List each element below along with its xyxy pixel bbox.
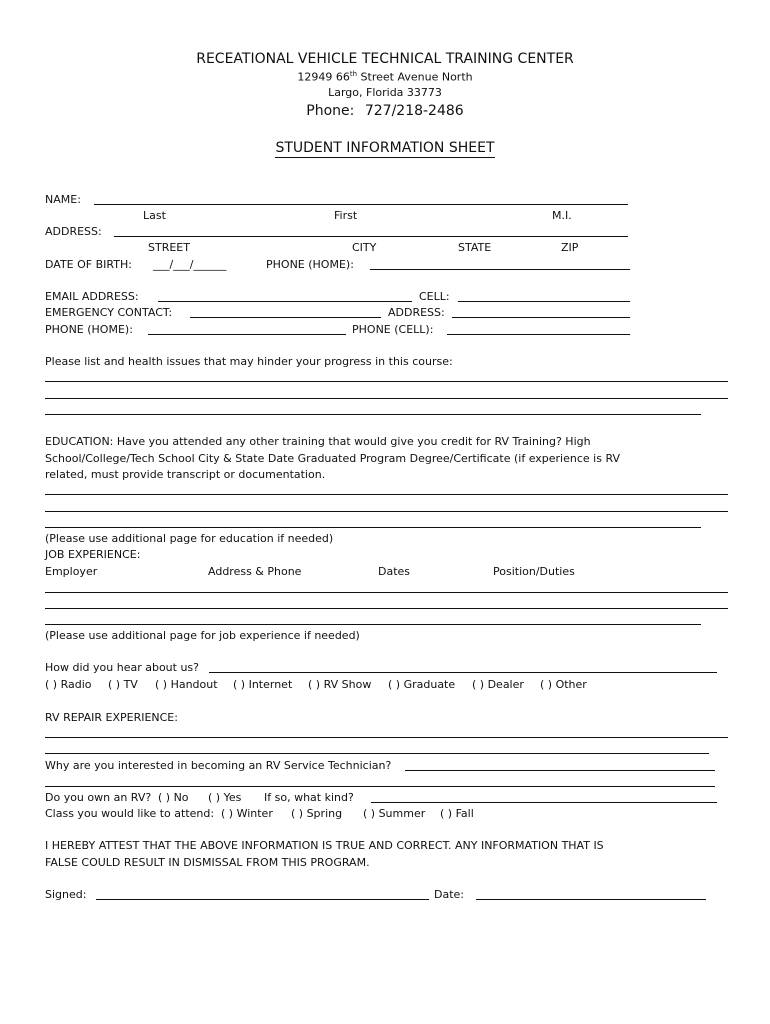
- signed-label: Signed:: [45, 888, 87, 901]
- class-option-summer[interactable]: ( ) Summer: [363, 807, 426, 820]
- addr-sub-zip: ZIP: [561, 241, 579, 254]
- attest-line-2: FALSE COULD RESULT IN DISMISSAL FROM THIS PROGRAM.: [45, 856, 370, 869]
- job-note: (Please use additional page for job experience if needed): [45, 629, 360, 642]
- phone-home2-label: PHONE (HOME):: [45, 323, 133, 336]
- health-line-1[interactable]: [45, 381, 728, 382]
- emergency-address-label: ADDRESS:: [388, 306, 445, 319]
- phone-label: Phone:: [306, 103, 355, 119]
- phone-home2-field[interactable]: [148, 334, 346, 335]
- repair-field-1[interactable]: [45, 737, 728, 738]
- hear-option-radio[interactable]: ( ) Radio: [45, 678, 92, 691]
- hear-question: How did you hear about us?: [45, 661, 199, 674]
- addr-sub-street: STREET: [148, 241, 190, 254]
- job-col-employer: Employer: [45, 565, 98, 578]
- class-option-fall[interactable]: ( ) Fall: [440, 807, 474, 820]
- health-prompt: Please list and health issues that may hinder your progress in this course:: [45, 355, 453, 368]
- date-label: Date:: [434, 888, 464, 901]
- education-field-1[interactable]: [45, 494, 728, 495]
- repair-title: RV REPAIR EXPERIENCE:: [45, 711, 178, 724]
- job-col-dates: Dates: [378, 565, 411, 578]
- dob-field[interactable]: ___/___/______: [153, 258, 227, 271]
- own-question: Do you own an RV?: [45, 791, 152, 804]
- hear-option-rvshow[interactable]: ( ) RV Show: [308, 678, 372, 691]
- emergency-label: EMERGENCY CONTACT:: [45, 306, 173, 319]
- education-line-1: EDUCATION: Have you attended any other training that would give you credit for RV Training? High: [45, 435, 591, 448]
- job-field-1[interactable]: [45, 592, 728, 593]
- cell-field[interactable]: [458, 301, 630, 302]
- address-field[interactable]: [114, 236, 628, 237]
- name-sub-first: First: [334, 209, 358, 222]
- job-col-position: Position/Duties: [493, 565, 575, 578]
- hear-option-internet[interactable]: ( ) Internet: [233, 678, 293, 691]
- phone-cell-label: PHONE (CELL):: [352, 323, 434, 336]
- hear-option-graduate[interactable]: ( ) Graduate: [388, 678, 456, 691]
- attest-line-1: I HEREBY ATTEST THAT THE ABOVE INFORMATION IS TRUE AND CORRECT. ANY INFORMATION THAT IS: [45, 839, 604, 852]
- email-label: EMAIL ADDRESS:: [45, 290, 139, 303]
- phone-home-field[interactable]: [370, 269, 630, 270]
- job-field-3[interactable]: [45, 624, 701, 625]
- job-title: JOB EXPERIENCE:: [45, 548, 141, 561]
- class-option-spring[interactable]: ( ) Spring: [291, 807, 343, 820]
- street-address: [0, 70, 770, 84]
- repair-field-2[interactable]: [45, 753, 709, 754]
- center-name: RECEATIONAL VEHICLE TECHNICAL TRAINING CENTER: [196, 51, 574, 67]
- name-sub-last: Last: [143, 209, 166, 222]
- education-note: (Please use additional page for education if needed): [45, 532, 334, 545]
- dob-label: DATE OF BIRTH:: [45, 258, 132, 271]
- sheet-title-wrap: [0, 140, 770, 156]
- own-option-no[interactable]: ( ) No: [158, 791, 189, 804]
- class-option-winter[interactable]: ( ) Winter: [221, 807, 273, 820]
- interest-field-2[interactable]: [45, 786, 715, 787]
- date-field[interactable]: [476, 899, 706, 900]
- addr-sub-city: CITY: [352, 241, 377, 254]
- hear-option-tv[interactable]: ( ) TV: [108, 678, 138, 691]
- phone-home-label: PHONE (HOME):: [266, 258, 354, 271]
- name-sub-mi: M.I.: [552, 209, 572, 222]
- health-line-2[interactable]: [45, 398, 728, 399]
- address-label: ADDRESS:: [45, 225, 102, 238]
- street-suffix: th: [349, 70, 358, 78]
- job-col-address: Address & Phone: [208, 565, 302, 578]
- name-label: NAME:: [45, 193, 81, 206]
- interest-question: Why are you interested in becoming an RV Service Technician?: [45, 759, 392, 772]
- phone-line: [0, 103, 770, 119]
- hear-option-handout[interactable]: ( ) Handout: [155, 678, 218, 691]
- hear-field[interactable]: [209, 672, 717, 673]
- signature-field[interactable]: [96, 899, 429, 900]
- health-line-3[interactable]: [45, 414, 701, 415]
- email-field[interactable]: [158, 301, 412, 302]
- phone-cell-field[interactable]: [447, 334, 630, 335]
- education-field-2[interactable]: [45, 511, 728, 512]
- own-kind-field[interactable]: [371, 802, 717, 803]
- class-label: Class you would like to attend:: [45, 807, 215, 820]
- own-option-yes[interactable]: ( ) Yes: [208, 791, 242, 804]
- sheet-title: STUDENT INFORMATION SHEET: [275, 140, 495, 156]
- emergency-address-field[interactable]: [452, 317, 630, 318]
- education-line-3: related, must provide transcript or documentation.: [45, 468, 326, 481]
- own-kind-label: If so, what kind?: [264, 791, 354, 804]
- name-field[interactable]: [94, 204, 628, 205]
- street-number: 12949 66: [297, 70, 350, 84]
- hear-option-dealer[interactable]: ( ) Dealer: [472, 678, 524, 691]
- education-field-3[interactable]: [45, 527, 701, 528]
- emergency-field[interactable]: [190, 317, 381, 318]
- city-line: Largo, Florida 33773: [328, 86, 442, 99]
- interest-field-1[interactable]: [405, 770, 715, 771]
- hear-option-other[interactable]: ( ) Other: [540, 678, 587, 691]
- street-rest: Street Avenue North: [357, 70, 473, 84]
- phone-number: 727/218-2486: [364, 103, 464, 119]
- addr-sub-state: STATE: [458, 241, 492, 254]
- job-field-2[interactable]: [45, 608, 728, 609]
- cell-label: CELL:: [419, 290, 450, 303]
- education-line-2: School/College/Tech School City & State Date Graduated Program Degree/Certificate (if experience is RV: [45, 452, 621, 465]
